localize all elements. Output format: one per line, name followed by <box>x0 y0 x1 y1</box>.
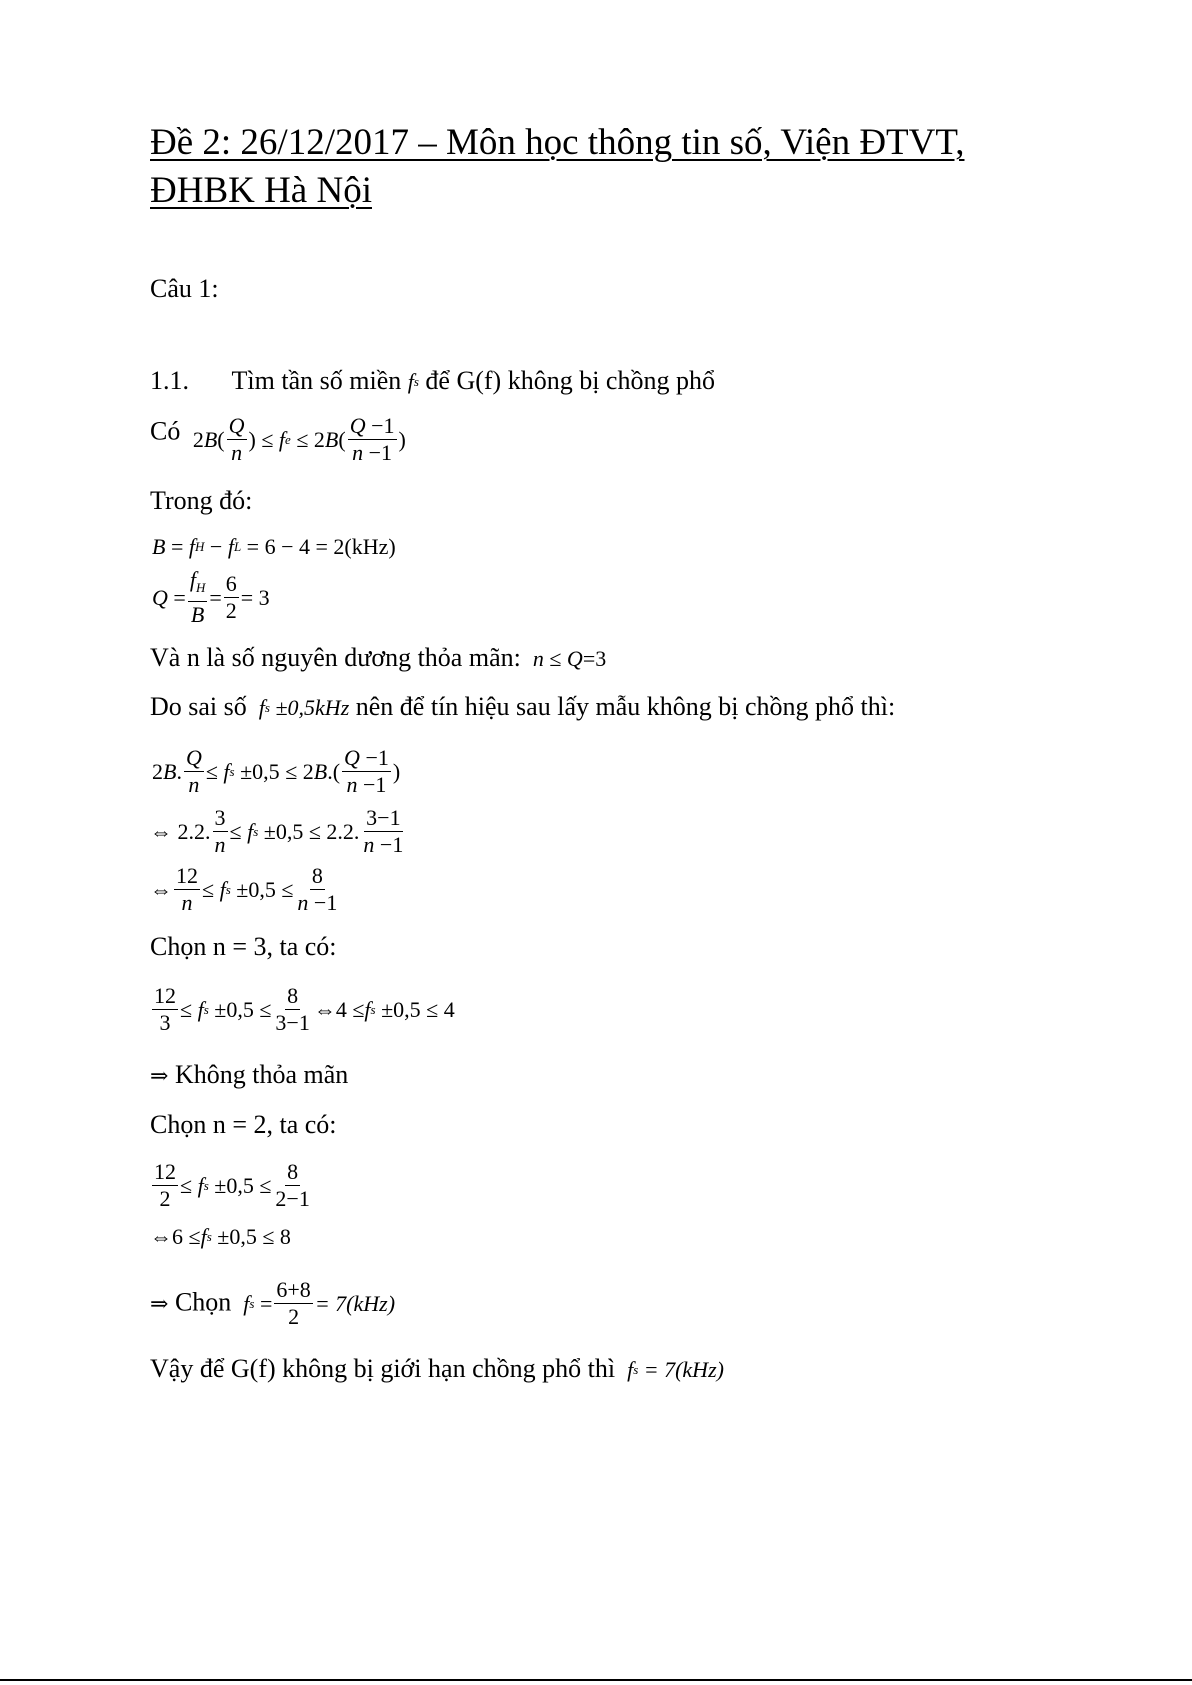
q-formula: Q = $\frac{f_H}{B}$ = $\frac{6}{2}$ = 3 <box>152 567 270 627</box>
page-title-line2: ĐHBK Hà Nội <box>150 170 372 211</box>
implies-arrow: ⇒ <box>150 1063 169 1088</box>
va-n-label: Và n là số nguyên dương thỏa mãn: <box>150 643 521 672</box>
not-satisfied-line <box>150 1060 348 1090</box>
q-value: = 3 <box>240 584 270 610</box>
page-title-line1: Đề 2: 26/12/2017 – Môn học thông tin số, Viện ĐTVT, <box>150 122 965 163</box>
khong-thoa-man-label: Không thỏa mãn <box>174 1060 349 1089</box>
condition-line <box>150 414 406 465</box>
chon-label: Chọn <box>174 1287 232 1317</box>
bandwidth-value: = 6 − 4 = 2(kHz) <box>246 534 396 559</box>
tolerance-value: ±0,5kHz <box>275 695 350 720</box>
inequality-step2: ⇔ 2.2. $\frac{3}{n}$ ≤ f s ±0,5 ≤ 2.2. $\frac{3-1}{n -1}$ <box>150 805 404 857</box>
do-sai-so-post: nên để tín hiệu sau lấy mẫu không bị chồng phổ thì: <box>355 692 896 721</box>
chon-n3-label: Chọn n = 3, ta có: <box>150 932 337 961</box>
final-value: = 7(kHz) <box>643 1357 724 1382</box>
do-sai-so-pre: Do sai số <box>150 692 247 721</box>
question-label: Câu 1: <box>150 274 219 303</box>
page-bottom-rule <box>0 1679 1192 1681</box>
inequality-step3: ⇔ $\frac{12}{n}$ ≤ f s ±0,5 ≤ $\frac{8}{n -1}$ <box>150 863 338 915</box>
section-heading-post: để G(f) không bị chồng phổ <box>425 366 715 395</box>
condition-formula: 2 B ( $\frac{Q}{n}$ ) ≤ f e ≤ 2 B ( $\frac{Q -1}{n -1}$ ) <box>192 413 406 465</box>
section-heading: 1.1. Tìm tần số miền f s để G(f) không bị chồng phổ <box>150 366 715 395</box>
n3-inequality: $\frac{12}{3}$ ≤ f s ±0,5 ≤ $\frac{8}{3-1}$ ⇔ 4 ≤ f s ±0,5 ≤ 4 <box>154 983 455 1035</box>
trong-do-label: Trong đó: <box>150 486 253 515</box>
section-heading-pre: Tìm tần số miền <box>231 366 402 395</box>
section-number: 1.1. <box>150 366 189 395</box>
fs-value: = 7(kHz) <box>314 1290 396 1316</box>
n2-result: ⇔ 6 ≤ f s ±0,5 ≤ 8 <box>150 1224 291 1249</box>
inequality-step1: 2 B . $\frac{Q}{n}$ ≤ f s ±0,5 ≤ 2 B .( $\frac{Q -1}{n -1}$ ) <box>152 745 401 797</box>
tolerance-line: Do sai số f s ±0,5kHz nên để tín hiệu sau lấy mẫu không bị chồng phổ thì: <box>150 692 896 721</box>
co-label: Có <box>150 416 181 446</box>
n-condition-line: Và n là số nguyên dương thỏa mãn: n ≤ Q =3 <box>150 643 607 672</box>
vay-label: Vậy để G(f) không bị giới hạn chồng phổ thì <box>150 1354 616 1383</box>
bandwidth-formula: B = f H − f L = 6 − 4 = 2(kHz) <box>152 534 396 559</box>
implies-arrow: ⇒ <box>150 1290 169 1316</box>
n2-inequality: $\frac{12}{2}$ ≤ f s ±0,5 ≤ $\frac{8}{2-1}$ <box>154 1159 310 1211</box>
n-q-value: =3 <box>582 646 607 671</box>
conclusion-line: Vậy để G(f) không bị giới hạn chồng phổ thì f s = 7(kHz) <box>150 1354 724 1383</box>
chon-n2-label: Chọn n = 2, ta có: <box>150 1110 337 1139</box>
choose-fs-line: ⇒ Chọn f s = $\frac{6+8}{2}$ = 7(kHz) <box>150 1277 396 1329</box>
